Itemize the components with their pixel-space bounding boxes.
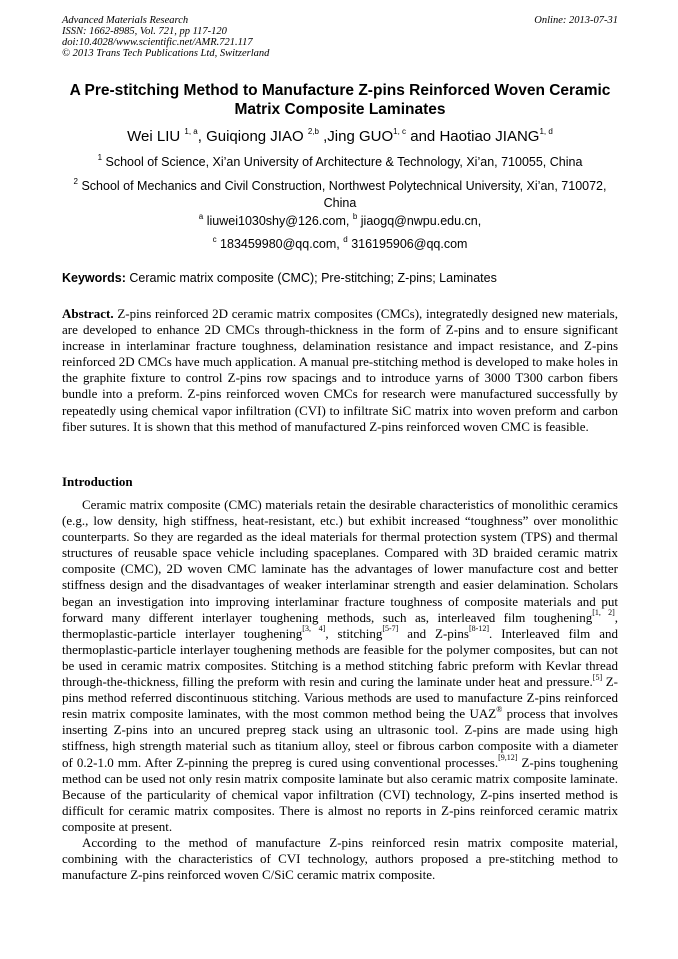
author-sup: 1, c (393, 127, 407, 136)
affiliation-1 (62, 154, 618, 171)
issn-line: ISSN: 1662-8985, Vol. 721, pp 117-120 (62, 26, 227, 37)
email-sup: b (352, 211, 358, 221)
abstract (62, 306, 618, 435)
affiliation-2 (62, 178, 618, 212)
citation: [1, 2] (592, 608, 615, 618)
email-address: 183459980@qq.com (220, 237, 337, 251)
abstract-text: Z-pins reinforced 2D ceramic matrix composites (CMCs), integratedly designed new materials, are developed to enhance 2D CMCs through-thickness in the form of Z-pins and to ensure significant increase in interlaminar fracture toughness, delamination resistance and impact resistance, and Z-pins reinforced 2D CMCs have much application. A manual pre-stitching method is developed to make holes in the graphite fixture to control Z-pins row spacings and to introduce yarns of 3000 T300 carbon fibers bundle into a preform. Z-pins reinforced woven CMCs for research were manufactured successfully by repeatedly using chemical vapor infiltration (CVI) to infiltrate SiC matrix into woven preform and carbon fiber sutures. It is shown that this method of manufactured Z-pins reinforced woven CMC is feasible. (62, 306, 618, 434)
author-name: Guiqiong JIAO (206, 128, 304, 145)
email-sup: a (198, 211, 204, 221)
affiliation-text: School of Science, Xi’an University of Architecture & Technology, Xi’an, 710055, China (105, 155, 583, 169)
citation: [5-7] (382, 624, 399, 634)
affiliation-number: 1 (97, 152, 103, 162)
author-name: Wei LIU (127, 128, 181, 145)
copyright-line: © 2013 Trans Tech Publications Ltd, Switzerland (62, 48, 270, 59)
intro-text: process that involves inserting Z-pins into an uncured prepreg stack using an ultrasonic tool. Z-pins are made using high stiffness, high strength material such as titanium alloy, steel or fibrous carbon composite with a diameter of 0.2-1.0 mm. After Z-pinning the prepreg is cured using conventional processes. (62, 706, 618, 770)
email-sup: c (212, 234, 217, 244)
introduction-body (62, 497, 618, 883)
intro-text: Z-pins method referred discontinuous stitching. Various methods are used to manufacture Z-pins reinforced resin matrix composite laminates, with the most common method being the UAZ (62, 674, 618, 722)
author-sup: 2,b (307, 127, 319, 136)
citation: [8-12] (468, 624, 489, 634)
intro-text: , thermoplastic-particle interlayer toughening (62, 609, 618, 641)
affiliation-text: School of Mechanics and Civil Construction, Northwest Polytechnical University, Xi’an, 710072, China (81, 179, 607, 210)
email-sup: d (343, 234, 348, 244)
affiliation-number: 2 (73, 176, 78, 186)
keywords (62, 270, 618, 286)
citation: [3, 4] (302, 624, 326, 634)
email-address: jiaogq@nwpu.edu.cn (360, 214, 478, 228)
registered-mark: ® (496, 704, 503, 714)
paper-title: A Pre-stitching Method to Manufacture Z-pins Reinforced Woven Ceramic Matrix Composite Laminates (69, 82, 611, 118)
email-address: liuwei1030shy@126.com (206, 214, 346, 228)
online-date: Online: 2013-07-31 (534, 15, 618, 26)
author-list: Wei LIU $^{1, a}$, Guiqiong JIAO $^{2,b}$ ,Jing GUO$^{1, c}$ and Haotiao JIANG$^{1, d}$ (127, 127, 553, 145)
doi-line: doi:10.4028/www.scientific.net/AMR.721.117 (62, 37, 253, 48)
journal-header (62, 15, 618, 59)
author-name: Jing GUO (327, 128, 394, 145)
intro-text: , stitching (325, 625, 383, 641)
abstract-label: Abstract. (62, 306, 114, 321)
section-heading: Introduction (62, 474, 133, 489)
author-name: Haotiao JIANG (439, 128, 540, 145)
intro-text: . Interleaved film and thermoplastic-particle interlayer toughening methods are feasible for the polymer composites, but can not be used in ceramic matrix composites. Stitching is a method stitching fabric preform with Kevlar thread through-the-thickness, filling the preform with resin and curing the laminate under heat and pressure. (62, 625, 619, 690)
email-line-2: $^c$ 183459980@qq.com, $^d$ 316195906@qq.com (212, 234, 468, 251)
author-sup: 1, a (184, 127, 198, 136)
intro-text: and Z-pins (398, 625, 469, 641)
keywords-label: Keywords: (62, 271, 126, 285)
intro-text: Ceramic matrix composite (CMC) materials retain the desirable characteristics of monolithic ceramics (e.g., low density, high stiffness, heat-resistant, etc.) but exhibit increased “toughness” over monolithic counterparts. So they are regarded as the ideal materials for thermal protection system (TPS) and thermal structures of reusable space vehicle including spaceplanes. Compared with 3D braided ceramic matrix composite (CMC), 2D woven CMC laminate has the advantages of lower manufacture cost and better stiffness design and the disadvantages of weaker interlaminar strength and easier delamination. Scholars began an investigation into improving interlaminar fracture toughness of composite materials and put forward many different interlayer toughening methods, such as, interleaved film toughening (62, 497, 618, 625)
intro-paragraph-2: According to the method of manufacture Z-pins reinforced resin matrix composite material, combining with the characteristics of CVI technology, authors proposed a pre-stitching method to manufacture Z-pins reinforced woven C/SiC ceramic matrix composite. (62, 834, 618, 883)
citation: [9,12] (498, 753, 518, 763)
email-line-1: $^a$ liuwei1030shy@126.com, $^b$ jiaogq@nwpu.edu.cn, (198, 211, 482, 228)
intro-paragraph-1 (62, 497, 618, 835)
journal-name: Advanced Materials Research (62, 15, 189, 26)
intro-text: Z-pins toughening method can be used not only resin matrix composite laminate but also ceramic matrix composite laminate. Because of the particularity of chemical vapor infiltration (CVI) technology, Z-pins inserted method is difficult for ceramic matrix composites. There is almost no reports in Z-pins reinforced ceramic matrix composite at present. (62, 754, 618, 834)
citation: [5] (592, 672, 603, 682)
keywords-text: Ceramic matrix composite (CMC); Pre-stitching; Z-pins; Laminates (129, 271, 497, 285)
author-sup: 1, d (539, 127, 553, 136)
email-address: 316195906@qq.com (351, 237, 468, 251)
